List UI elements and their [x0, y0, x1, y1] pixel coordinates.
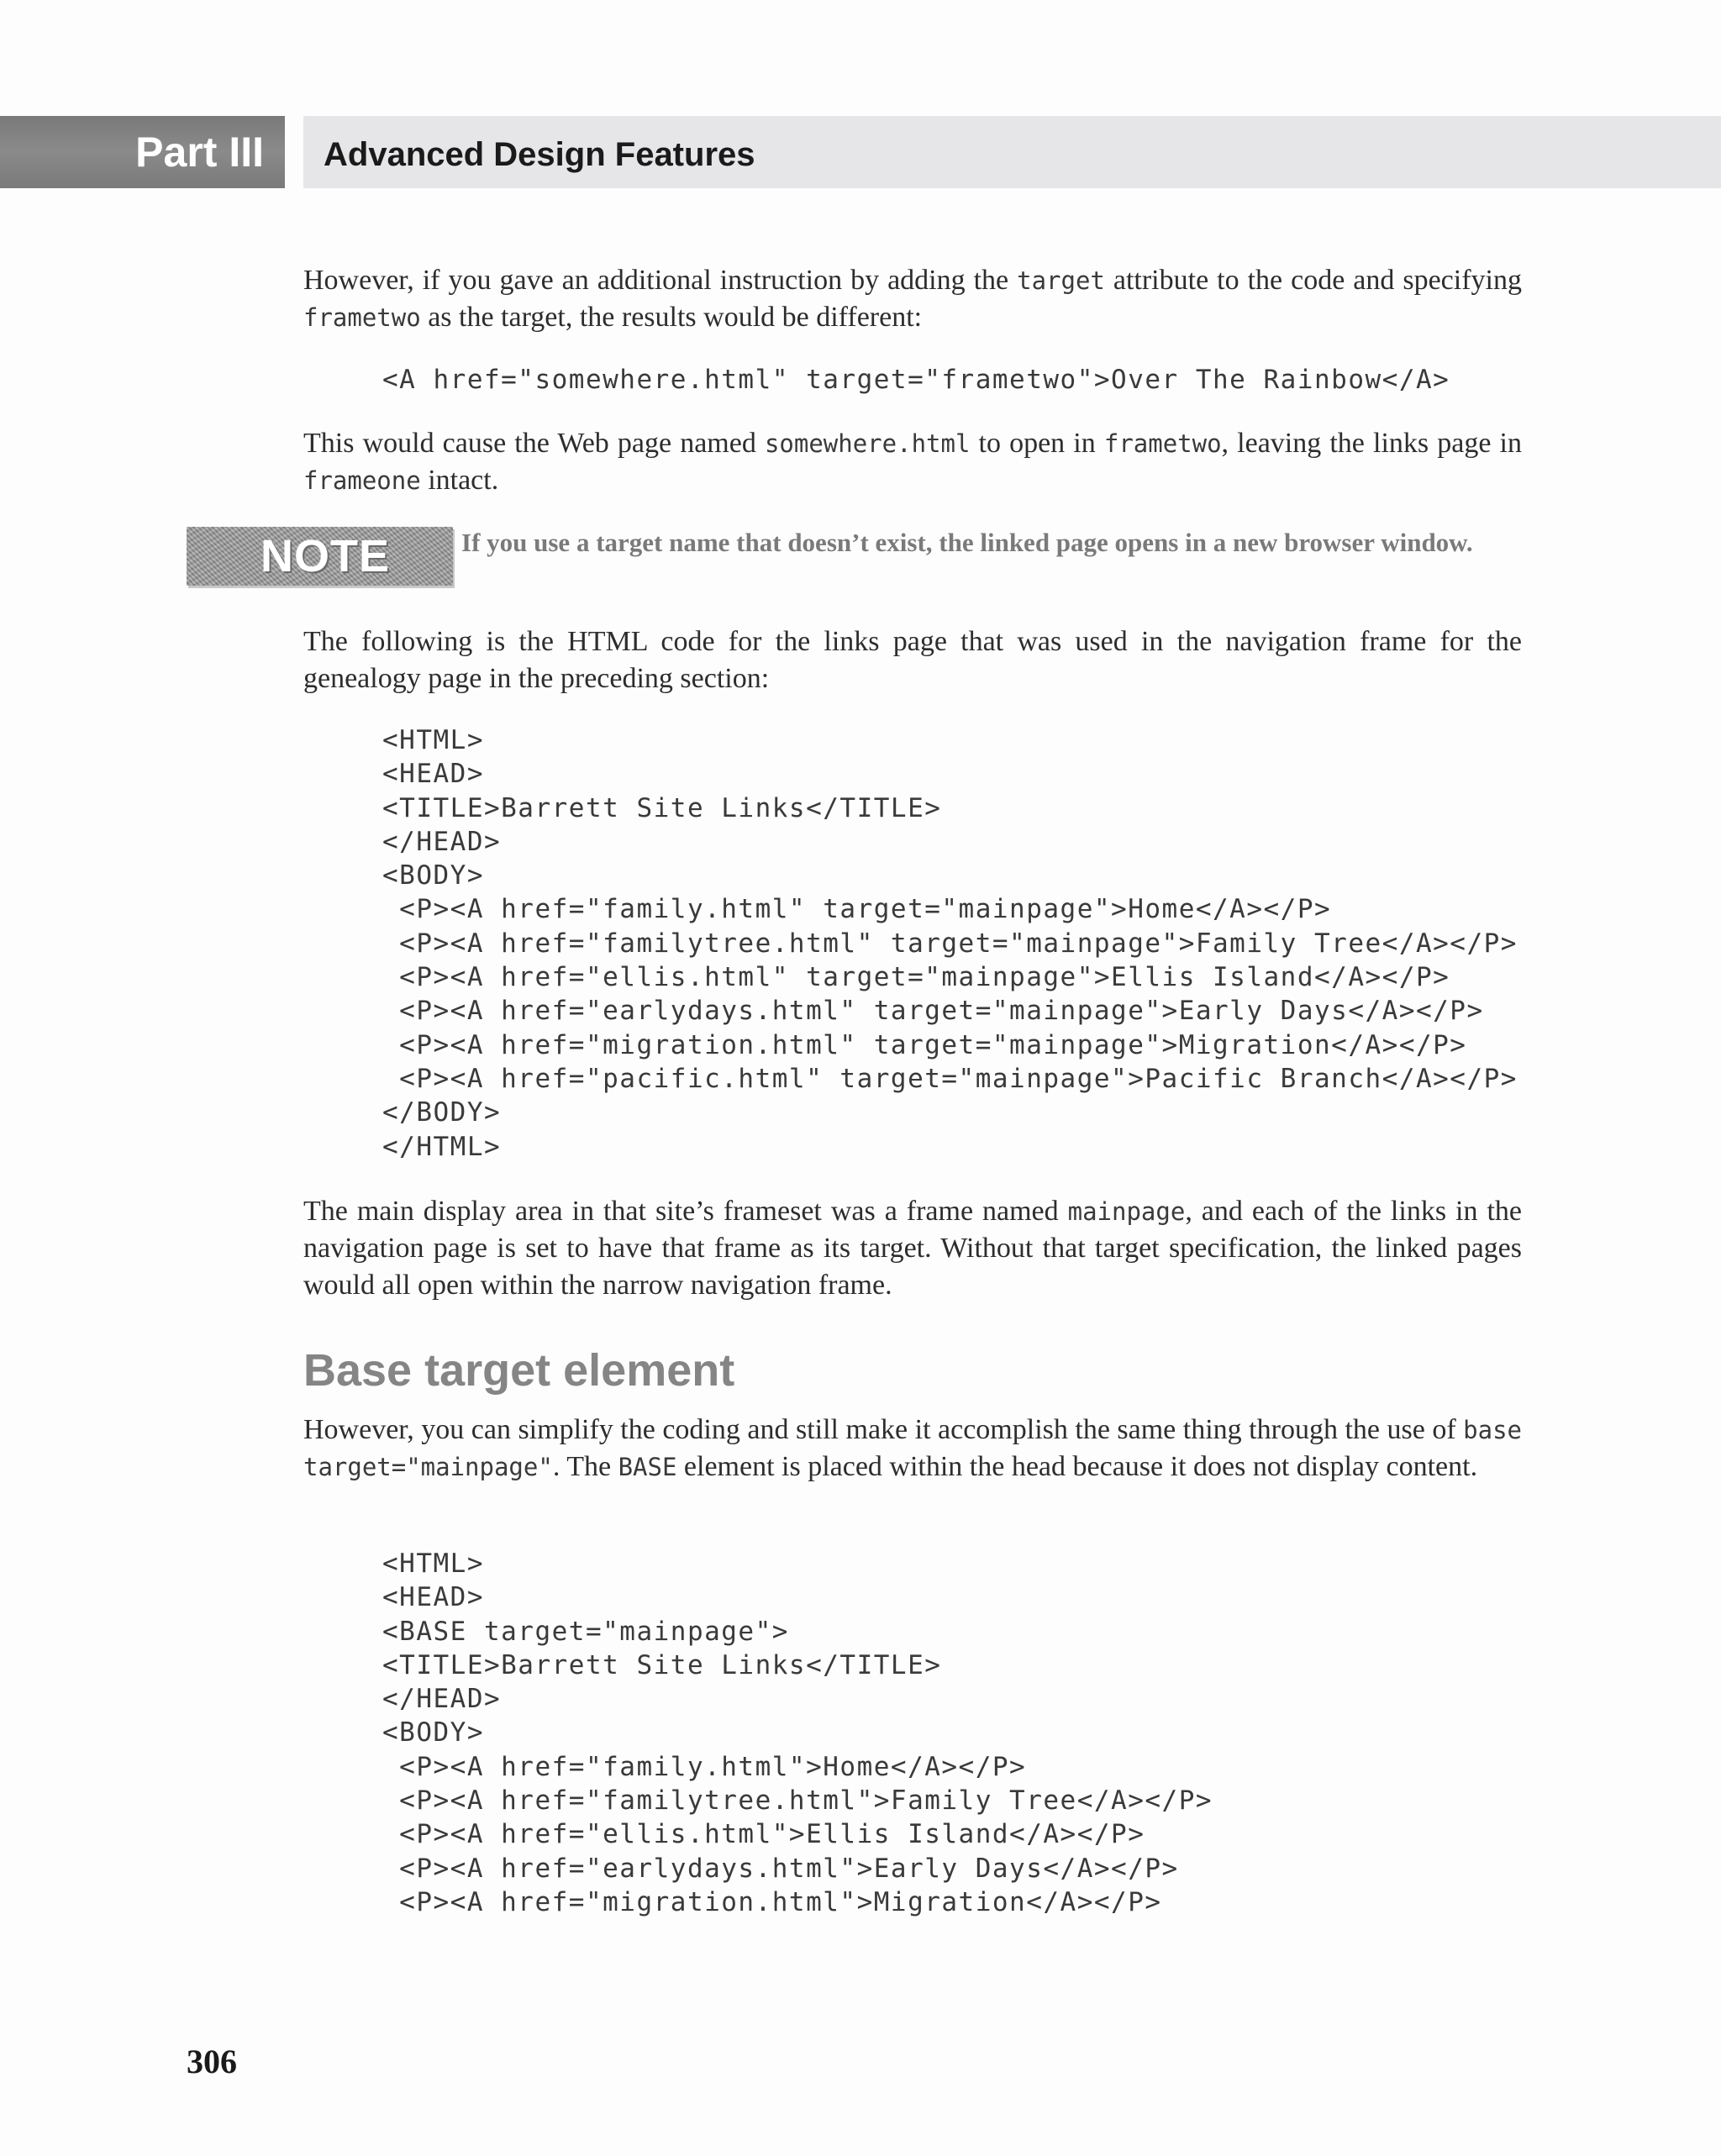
section-heading: Base target element	[303, 1345, 735, 1396]
note-badge	[187, 527, 453, 586]
inline-code: frametwo	[303, 303, 421, 332]
inline-code: frameone	[303, 466, 421, 495]
code-block-base-target: <HTML> <HEAD> <BASE target="mainpage"> <TITLE>Barrett Site Links</TITLE> </HEAD> <BODY> <P><A href="family.html">Home</A></P> <P><A href="familytree.html">Family Tree</A></P> <P><A href="ellis.html">Ellis Island</A></P> <P><A href="earlydays.html">Early Days</A></P> <P><A href="migration.html">Migration</A></P>	[382, 1549, 1213, 1917]
paragraph-mainpage-explanation: The main display area in that site’s frameset was a frame named mainpage, and each of the links in the navigation page is set to have that frame as its target. Without that target specification, the linked pages would all open within the narrow navigation frame.	[303, 1196, 1522, 1301]
inline-code: target	[1017, 266, 1105, 295]
inline-code: frametwo	[1103, 429, 1222, 458]
page-header	[0, 116, 1721, 188]
inline-code: mainpage	[1067, 1197, 1186, 1226]
note-label: NOTE	[261, 531, 391, 581]
paragraph-target-result: This would cause the Web page named somewhere.html to open in frametwo, leaving the links page in frameone intact.	[303, 428, 1522, 496]
paragraph-target-intro: However, if you gave an additional instruction by adding the target attribute to the code and specifying frametwo as the target, the results would be different:	[303, 265, 1522, 333]
paragraph-base-target: However, you can simplify the coding and still make it accomplish the same thing through the use of base target="mainpage". The BASE element is placed within the head because it does not display content.	[303, 1414, 1522, 1482]
chapter-title: Advanced Design Features	[303, 116, 1721, 188]
inline-code: base target="mainpage"	[303, 1416, 1522, 1481]
page-number: 306	[187, 2043, 237, 2080]
code-block-target-example: <A href="somewhere.html" target="frametwo">Over The Rainbow</A>	[382, 365, 1450, 395]
paragraph-links-intro: The following is the HTML code for the links page that was used in the navigation frame for the genealogy page in the preceding section:	[303, 626, 1522, 694]
note-text: If you use a target name that doesn’t exist, the linked page opens in a new browser window.	[461, 528, 1473, 557]
code-block-links-page: <HTML> <HEAD> <TITLE>Barrett Site Links</TITLE> </HEAD> <BODY> <P><A href="family.html" target="mainpage">Home</A></P> <P><A href="familytree.html" target="mainpage">Family Tree</A></P> <P><A href="ellis.html" target="mainpage">Ellis Island</A></P> <P><A href="earlydays.html" target="mainpage">Early Days</A></P> <P><A href="migration.html" target="mainpage">Migration</A></P> <P><A href="pacific.html" target="mainpage">Pacific Branch</A></P> </BODY> </HTML>	[382, 725, 1518, 1162]
part-label: Part III	[0, 116, 285, 188]
inline-code: somewhere.html	[764, 429, 971, 458]
inline-code: BASE	[618, 1453, 677, 1481]
